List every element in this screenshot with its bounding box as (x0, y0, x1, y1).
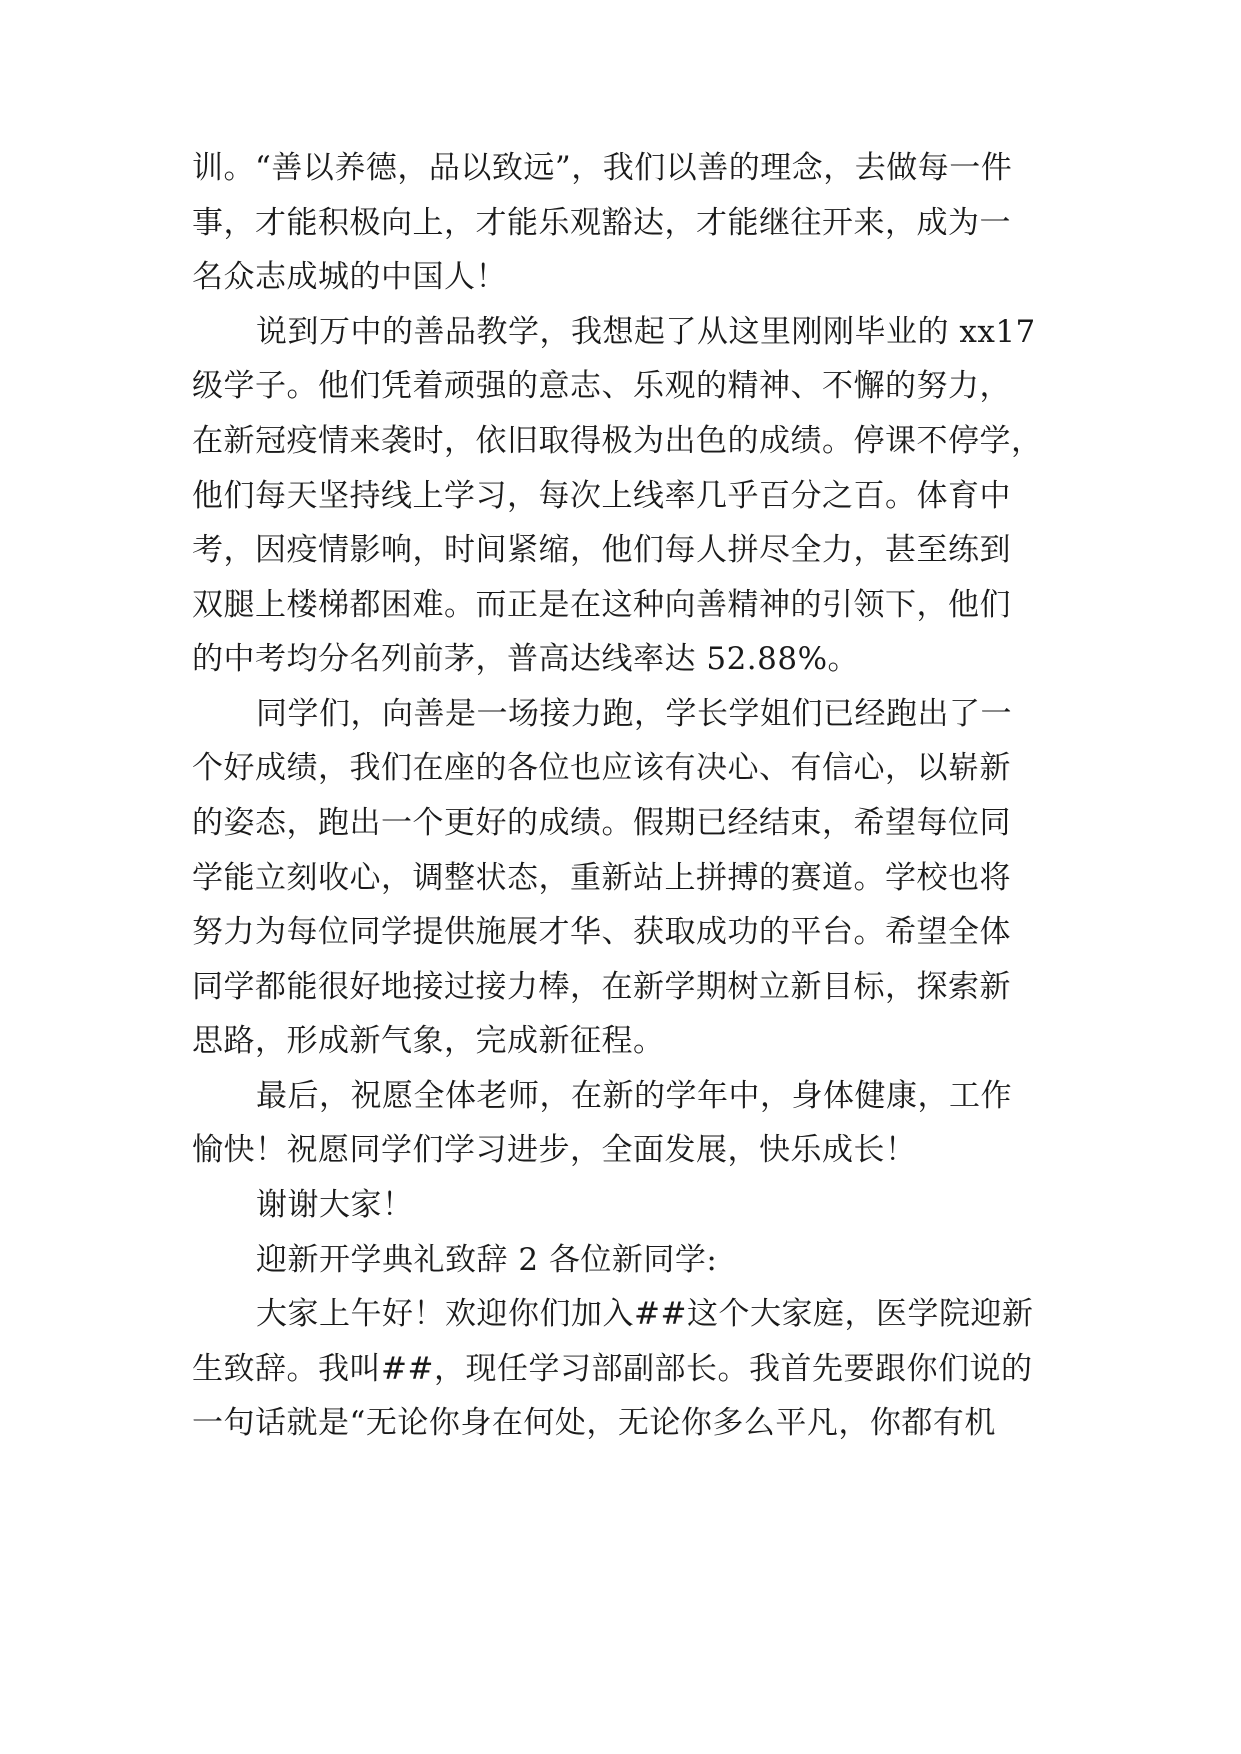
text-line: 个好成绩，我们在座的各位也应该有决心、有信心，以崭新 (192, 750, 1011, 786)
text-line: 一句话就是“无论你身在何处，无论你多么平凡，你都有机 (192, 1405, 996, 1441)
text-line: 级学子。他们凭着顽强的意志、乐观的精神、不懈的努力， (192, 368, 1011, 404)
text-line: 训。“善以养德，品以致远”，我们以善的理念，去做每一件 (192, 150, 1013, 186)
text-line: 事，才能积极向上，才能乐观豁达，才能继往开来，成为一 (192, 205, 1011, 241)
text-line: 迎新开学典礼致辞 2 各位新同学: (256, 1242, 718, 1278)
text-line: 同学们，向善是一场接力跑，学长学姐们已经跑出了一 (256, 696, 1012, 732)
text-line: 同学都能很好地接过接力棒，在新学期树立新目标，探索新 (192, 969, 1011, 1005)
text-line: 的姿态，跑出一个更好的成绩。假期已经结束，希望每位同 (192, 805, 1011, 841)
text-line: 在新冠疫情来袭时，依旧取得极为出色的成绩。停课不停学， (192, 423, 1043, 459)
text-line: 名众志成城的中国人！ (192, 259, 507, 295)
text-line: 大家上午好！欢迎你们加入##这个大家庭，医学院迎新 (256, 1296, 1034, 1332)
text-line: 他们每天坚持线上学习，每次上线率几乎百分之百。体育中 (192, 478, 1011, 514)
text-line: 考，因疫情影响，时间紧缩，他们每人拼尽全力，甚至练到 (192, 532, 1011, 568)
text-line: 思路，形成新气象，完成新征程。 (192, 1023, 665, 1059)
text-line: 谢谢大家！ (256, 1187, 414, 1223)
text-line: 愉快！祝愿同学们学习进步，全面发展，快乐成长！ (192, 1132, 917, 1168)
text-line: 说到万中的善品教学，我想起了从这里刚刚毕业的 xx17 (256, 314, 1036, 350)
text-line: 生致辞。我叫##，现任学习部副部长。我首先要跟你们说的 (192, 1351, 1033, 1387)
text-line: 双腿上楼梯都困难。而正是在这种向善精神的引领下，他们 (192, 587, 1011, 623)
text-line: 最后，祝愿全体老师，在新的学年中，身体健康，工作 (256, 1078, 1012, 1114)
text-line: 努力为每位同学提供施展才华、获取成功的平台。希望全体 (192, 914, 1011, 950)
text-line: 学能立刻收心，调整状态，重新站上拼搏的赛道。学校也将 (192, 860, 1011, 896)
text-line: 的中考均分名列前茅，普高达线率达 52.88%。 (192, 641, 860, 677)
